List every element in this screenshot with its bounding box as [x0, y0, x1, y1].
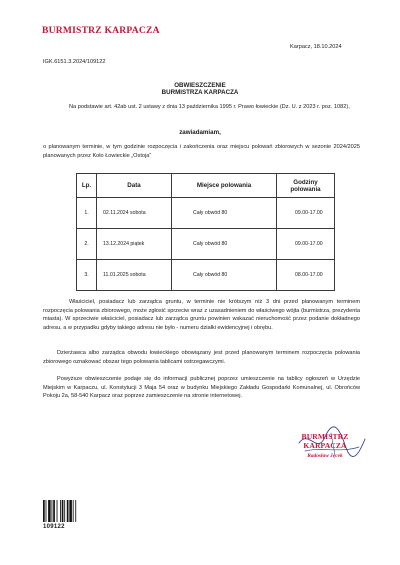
official-stamp	[282, 432, 368, 459]
row-place: Cały obwód 80	[172, 260, 277, 291]
barcode-bar	[60, 500, 61, 522]
legal-basis-paragraph	[43, 103, 360, 112]
tenant-obligation-text: Dzierżawca albo zarządca obwodu łowieckiego obowiązany jest przed planowanym terminem rozpoczęcia polowania zbiorowego oznakować obszar tego polowania tablicami ostrzegawczymi.	[43, 350, 360, 365]
legal-basis-text: Na podstawie art. 42ab ust. 2 ustawy z dnia 13 października 1995 r. Prawo łowieckie (Dz. U. z 2023 r. poz. 1082),	[69, 104, 350, 110]
row-hours: 08.00-17.00	[277, 260, 335, 291]
owners-objection-text: Właściciel, posiadacz lub zarządca gruntu, w terminie nie krótszym niż 3 dni przed planowanym terminem rozpoczęcia polowania zbiorowego, może zgłosić sprzeciw wraz z uzasadnieniem do właściwego wójta (burmistrza, prezydenta miasta). W sprzeciwie właściciel, posiadacz lub zarządca gruntu powinien wskazać nieruchomość przez podanie dokładnego adresu, a w przypadku gdyby takiego adresu nie było - numeru działki ewidencyjnej i obrębu.	[43, 299, 360, 331]
barcode-number: 109122	[43, 524, 65, 530]
row-place: Cały obwód 80	[172, 198, 277, 229]
letterhead-brand: BURMISTRZ KARPACZA	[42, 25, 160, 36]
hunting-schedule-table	[76, 173, 335, 291]
publication-text: Powyższe obwieszczenie podaje się do informacji publicznej poprzez umieszczenie na tablicy ogłoszeń w Urzędzie Miejskim w Karpaczu, ul. Konstytucji 3 Maja 54 oraz w budynku Miejskiego Zakładu Gospodarki Komunalnej, ul. Obrońców Pokoju 2a, 58-540 Karpacz oraz poprzez zamieszczenie na stronie internetowej.	[43, 376, 360, 400]
barcode-bar	[53, 500, 55, 522]
table-row	[77, 229, 335, 260]
barcode-bar	[73, 500, 74, 522]
row-lp: 2.	[77, 229, 97, 260]
row-date: 13.12.2024 piątek	[97, 229, 172, 260]
row-hours: 09.00-17.00	[277, 229, 335, 260]
row-place: Cały obwód 80	[172, 229, 277, 260]
row-hours: 09.00-17.00	[277, 198, 335, 229]
document-title	[0, 82, 400, 97]
reference-number: IGK.6151.3.2024/109122	[43, 59, 106, 65]
barcode-bar	[64, 500, 65, 522]
column-header-date: Data	[97, 174, 172, 198]
row-lp: 3.	[77, 260, 97, 291]
title-line-2: BURMISTRZA KARPACZA	[161, 89, 239, 97]
barcode-bar	[62, 500, 64, 522]
place-date: Karpacz, 18.10.2024	[290, 44, 342, 50]
barcode-bar	[43, 500, 45, 522]
stamp-signatory: Radosław Jęcek	[307, 453, 343, 459]
row-date: 02.11.2024 sobota	[97, 198, 172, 229]
barcode-bar	[75, 500, 76, 522]
table-row	[77, 260, 335, 291]
row-lp: 1.	[77, 198, 97, 229]
intro-paragraph: o planowanym terminie, w tym godzinie rozpoczęcia i zakończenia oraz miejscu polowań zbiorowych w sezonie 2024/2025 planowanych przez Koło Łowieckie „Ostoja”	[43, 144, 360, 159]
owners-objection-paragraph	[43, 298, 360, 332]
table-header-row	[77, 174, 335, 198]
barcode	[43, 500, 89, 522]
column-header-lp: Lp.	[77, 174, 97, 198]
column-header-place: Miejsce polowania	[172, 174, 277, 198]
announce-heading: zawiadamiam,	[179, 129, 221, 136]
barcode-bar	[57, 500, 58, 522]
table-row	[77, 198, 335, 229]
barcode-bar	[48, 500, 51, 522]
row-date: 11.01.2025 sobota	[97, 260, 172, 291]
barcode-bar	[67, 500, 69, 522]
column-header-hours: Godziny polowania	[277, 174, 335, 198]
tenant-obligation-paragraph	[43, 349, 360, 366]
title-line-1: OBWIESZCZENIE	[174, 82, 226, 89]
publication-paragraph	[43, 375, 360, 401]
barcode-bar	[46, 500, 47, 522]
barcode-bar	[69, 500, 72, 522]
barcode-bar	[52, 500, 53, 522]
stamp-brand: BURMISTRZ KARPACZA	[301, 432, 349, 450]
